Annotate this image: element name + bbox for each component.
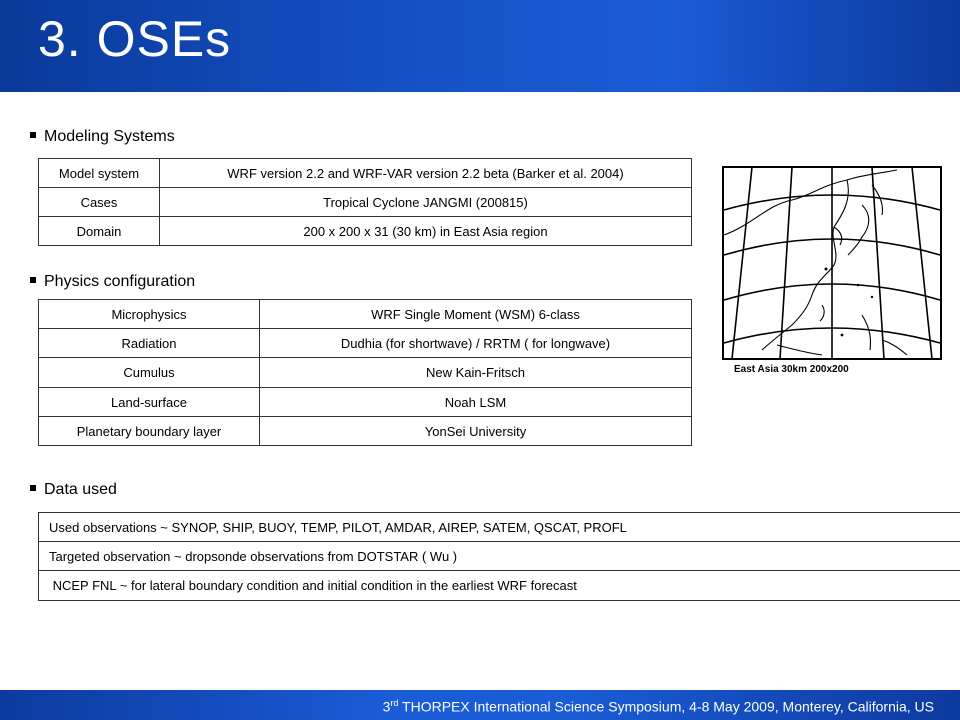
footer-caption: THORPEX International Science Symposium, 4-8 May 2009, Monterey, California, US — [398, 698, 934, 715]
square-bullet-icon — [30, 485, 36, 491]
data-row: Used observations ~ SYNOP, SHIP, BUOY, TEMP, PILOT, AMDAR, AIREP, SATEM, QSCAT, PROFL — [39, 513, 960, 542]
table-row — [39, 300, 692, 329]
data-row: NCEP FNL ~ for lateral boundary condition and initial condition in the earliest WRF forecast — [49, 578, 577, 593]
table-cell: WRF Single Moment (WSM) 6-class — [260, 300, 692, 329]
footer-text — [383, 698, 934, 715]
table-row — [39, 188, 692, 217]
square-bullet-icon — [30, 277, 36, 283]
table-cell: Model system — [39, 159, 160, 188]
table-cell: 200 x 200 x 31 (30 km) in East Asia region — [160, 217, 692, 246]
footer-bar — [0, 690, 960, 720]
section-data-heading — [30, 481, 117, 499]
data-used-table — [38, 512, 960, 601]
table-cell: New Kain-Fritsch — [260, 358, 692, 388]
square-bullet-icon — [30, 132, 36, 138]
table-cell: Cases — [39, 188, 160, 217]
slide-title: 3. OSEs — [38, 11, 232, 67]
table-cell: Planetary boundary layer — [39, 417, 260, 446]
table-cell: Tropical Cyclone JANGMI (200815) — [160, 188, 692, 217]
table-cell: Radiation — [39, 329, 260, 358]
table-cell: Microphysics — [39, 300, 260, 329]
table-cell: Land-surface — [39, 388, 260, 417]
section-modeling-heading — [30, 128, 175, 146]
physics-table — [38, 299, 692, 446]
table-cell: YonSei University — [260, 417, 692, 446]
data-row: Targeted observation ~ dropsonde observations from DOTSTAR ( Wu ) — [39, 542, 960, 571]
map-caption: East Asia 30km 200x200 — [734, 364, 849, 375]
footer-ordinal: 3 — [382, 698, 391, 715]
table-cell: Domain — [39, 217, 160, 246]
table-row — [39, 159, 692, 188]
title-bar — [0, 0, 960, 92]
table-cell: WRF version 2.2 and WRF-VAR version 2.2 beta (Barker et al. 2004) — [160, 159, 692, 188]
section-label: Physics configuration — [44, 273, 196, 290]
modeling-table — [38, 158, 692, 246]
table-row — [39, 388, 692, 417]
table-cell: Cumulus — [39, 358, 260, 388]
footer-ordinal-suffix: rd — [390, 698, 399, 708]
table-cell: Dudhia (for shortwave) / RRTM ( for longwave) — [260, 329, 692, 358]
east-asia-domain-map — [722, 165, 942, 375]
table-row — [39, 329, 692, 358]
section-label: Modeling Systems — [44, 128, 175, 145]
table-row — [39, 417, 692, 446]
section-label: Data used — [44, 481, 117, 498]
section-physics-heading — [30, 273, 195, 291]
table-cell: Noah LSM — [260, 388, 692, 417]
map-image — [722, 165, 942, 375]
table-row — [39, 217, 692, 246]
table-row — [39, 358, 692, 388]
